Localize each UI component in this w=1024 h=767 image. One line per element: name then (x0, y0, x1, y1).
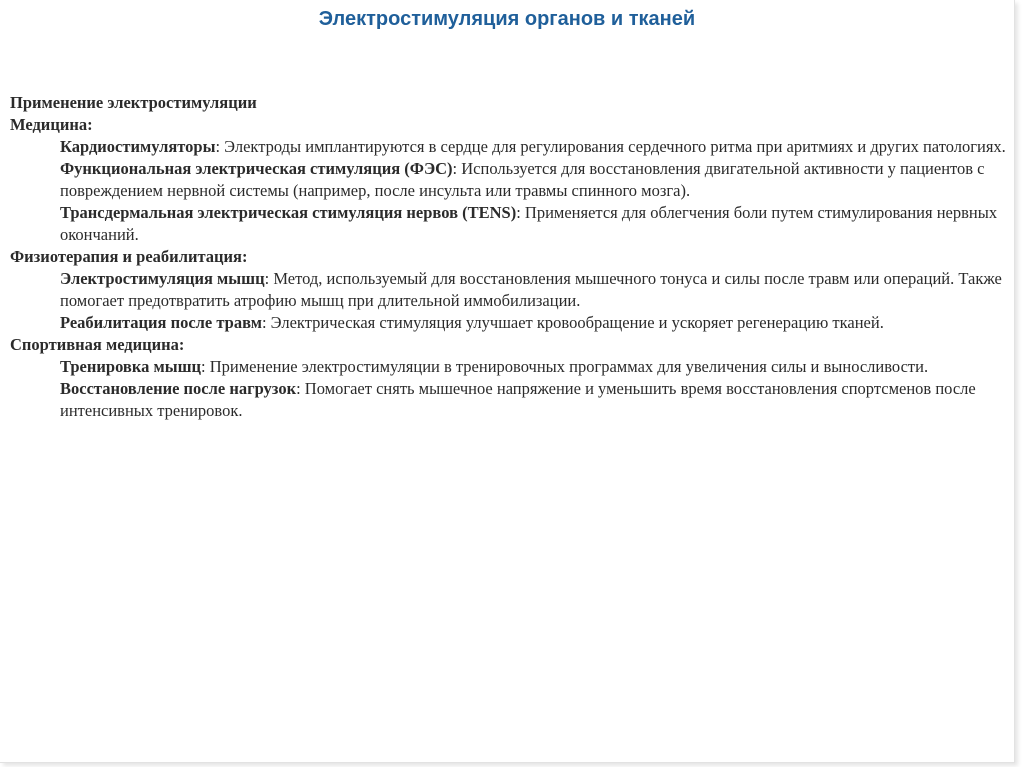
slide-title: Электростимуляция органов и тканей (318, 8, 696, 30)
list-item (10, 202, 1010, 246)
item-term: Функциональная электрическая стимуляция (ФЭС) (60, 159, 453, 178)
main-heading: Применение электростимуляции (10, 93, 257, 112)
item-text: : Помогает снять мышечное напряжение и уменьшить время восстановления спортсменов после интенсивных тренировок. (60, 379, 976, 420)
list-item (10, 378, 1010, 422)
item-text: : Применяется для облегчения боли путем стимулирования нервных окончаний. (60, 203, 998, 244)
list-item (10, 158, 1010, 202)
item-term: Электростимуляция мышц (60, 269, 265, 288)
list-item (10, 268, 1010, 312)
slide-content (10, 92, 1010, 422)
section-physiotherapy (10, 246, 1010, 334)
section-heading: Спортивная медицина: (10, 335, 185, 354)
item-text: : Используется для восстановления двигательной активности у пациентов с повреждением нервной системы (например, после инсульта или травмы спинного мозга). (60, 159, 985, 200)
item-term: Трансдермальная электрическая стимуляция нервов (TENS) (60, 203, 517, 222)
section-heading: Физиотерапия и реабилитация: (10, 247, 248, 266)
list-item (10, 312, 1010, 334)
section-heading: Медицина: (10, 115, 93, 134)
item-term: Реабилитация после травм (60, 313, 262, 332)
item-text: : Метод, используемый для восстановления мышечного тонуса и силы после травм или операций. Также помогает предотвратить атрофию мышц при длительной иммобилизации. (60, 269, 1002, 310)
section-sports-medicine (10, 334, 1010, 422)
item-text: : Электроды имплантируются в сердце для регулирования сердечного ритма при аритмиях и других патологиях. (215, 137, 1006, 156)
list-item (10, 136, 1010, 158)
item-term: Восстановление после нагрузок (60, 379, 297, 398)
item-text: : Электрическая стимуляция улучшает кровообращение и ускоряет регенерацию тканей. (261, 313, 884, 332)
section-medicine (10, 114, 1010, 246)
item-text: : Применение электростимуляции в тренировочных программах для увеличения силы и выносливости. (201, 357, 929, 376)
list-item (10, 356, 1010, 378)
item-term: Тренировка мышц (60, 357, 202, 376)
item-term: Кардиостимуляторы (60, 137, 216, 156)
